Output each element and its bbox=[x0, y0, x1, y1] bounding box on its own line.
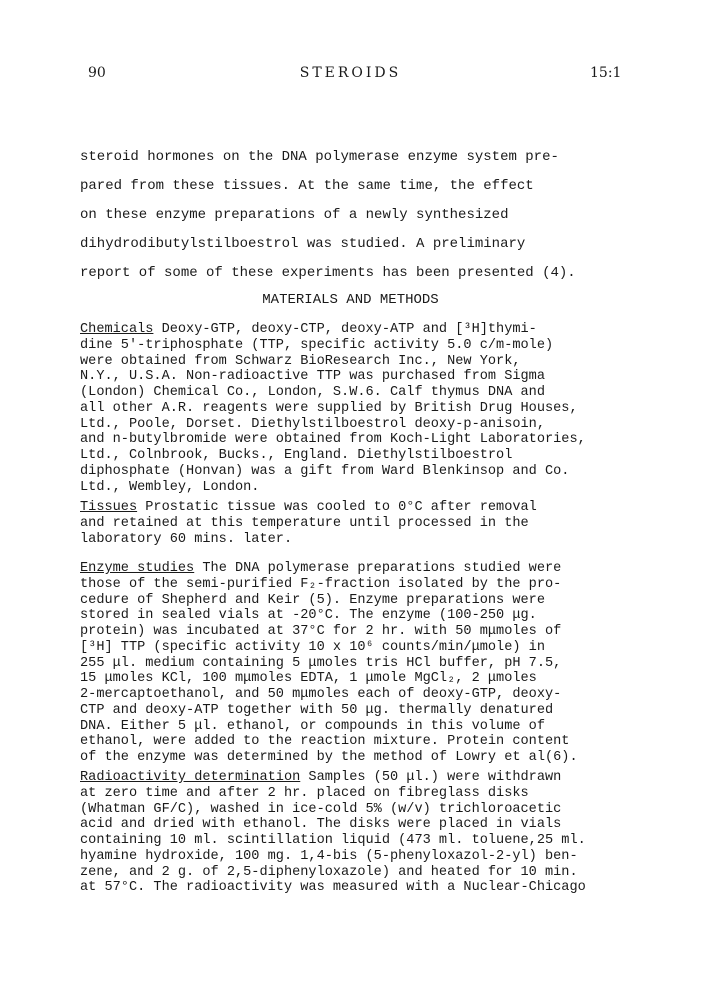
text-line: 2-mercaptoethanol, and 50 mμmoles each of deoxy-GTP, deoxy- bbox=[80, 687, 562, 702]
text-line: [³H] TTP (specific activity 10 x 10⁶ counts/min/μmole) in bbox=[80, 639, 545, 655]
subsection-title: Radioactivity determination bbox=[80, 770, 301, 785]
text-line: dihydrodibutylstilboestrol was studied. A preliminary bbox=[80, 236, 526, 252]
radioactivity-paragraph bbox=[80, 770, 640, 896]
text-line: N.Y., U.S.A. Non-radioactive TTP was purchased from Sigma bbox=[80, 369, 545, 385]
text-line: and n-butylbromide were obtained from Koch-Light Laboratories, bbox=[80, 432, 586, 448]
text-line: at zero time and after 2 hr. placed on fibreglass disks bbox=[80, 785, 529, 801]
intro-paragraph bbox=[80, 148, 640, 293]
text-line: laboratory 60 mins. later. bbox=[80, 531, 293, 547]
text-line: (Whatman GF/C), washed in ice-cold 5% (w/v) trichloroacetic bbox=[80, 801, 562, 817]
text-line: all other A.R. reagents were supplied by British Drug Houses, bbox=[80, 400, 578, 416]
text-line: of the enzyme was determined by the method of Lowry et al(6). bbox=[80, 750, 578, 765]
text-line: steroid hormones on the DNA polymerase enzyme system pre- bbox=[80, 149, 559, 165]
text-line: cedure of Shepherd and Keir (5). Enzyme preparations were bbox=[80, 592, 545, 608]
chemicals-paragraph bbox=[80, 322, 640, 495]
text-line bbox=[80, 322, 640, 338]
text-line: were obtained from Schwarz BioResearch Inc., New York, bbox=[80, 353, 521, 369]
subsection-title: Chemicals bbox=[80, 322, 154, 337]
enzyme-studies-paragraph bbox=[80, 561, 640, 766]
text-line: Ltd., Wembley, London. bbox=[80, 479, 260, 495]
line-text: The DNA polymerase preparations studied were bbox=[194, 561, 562, 576]
issue-label: 15:1 bbox=[590, 65, 622, 81]
text-line: CTP and deoxy-ATP together with 50 μg. thermally denatured bbox=[80, 702, 554, 718]
text-line: protein) was incubated at 37°C for 2 hr. with 50 mμmoles of bbox=[80, 624, 562, 639]
running-head-journal: STEROIDS bbox=[299, 65, 402, 81]
text-line: on these enzyme preparations of a newly synthesized bbox=[80, 207, 509, 223]
text-line: pared from these tissues. At the same time, the effect bbox=[80, 178, 534, 194]
text-line: DNA. Either 5 μl. ethanol, or compounds in this volume of bbox=[80, 718, 545, 734]
subsection-title: Enzyme studies bbox=[80, 561, 195, 576]
text-line: at 57°C. The radioactivity was measured with a Nuclear-Chicago bbox=[80, 880, 586, 896]
text-line: Ltd., Colnbrook, Bucks., England. Diethylstilboestrol bbox=[80, 448, 513, 463]
page-number: 90 bbox=[88, 65, 106, 81]
text-line: and retained at this temperature until processed in the bbox=[80, 515, 529, 531]
text-line: report of some of these experiments has been presented (4). bbox=[80, 265, 576, 281]
text-line bbox=[80, 770, 640, 786]
subsection-title: Tissues bbox=[80, 500, 138, 515]
text-line: 255 μl. medium containing 5 μmoles tris HCl buffer, pH 7.5, bbox=[80, 655, 562, 671]
text-line bbox=[80, 561, 640, 577]
text-line: zene, and 2 g. of 2,5-diphenyloxazole) and heated for 10 min. bbox=[80, 864, 578, 880]
text-line: (London) Chemical Co., London, S.W.6. Calf thymus DNA and bbox=[80, 385, 545, 400]
tissues-paragraph bbox=[80, 500, 640, 547]
line-text: Samples (50 μl.) were withdrawn bbox=[300, 770, 562, 785]
text-line: those of the semi-purified F₂-fraction isolated by the pro- bbox=[80, 576, 562, 592]
text-line bbox=[80, 500, 640, 516]
text-line: ethanol, were added to the reaction mixture. Protein content bbox=[80, 734, 570, 750]
line-text: Prostatic tissue was cooled to 0°C after removal bbox=[137, 500, 537, 515]
text-line: stored in sealed vials at -20°C. The enzyme (100-250 μg. bbox=[80, 608, 537, 624]
section-heading: MATERIALS AND METHODS bbox=[262, 292, 439, 308]
text-line: dine 5'-triphosphate (TTP, specific activity 5.0 c/m-mole) bbox=[80, 337, 554, 353]
text-line: diphosphate (Honvan) was a gift from Ward Blenkinsop and Co. bbox=[80, 463, 570, 479]
text-line: containing 10 ml. scintillation liquid (473 ml. toluene,25 ml. bbox=[80, 833, 586, 848]
line-text: Deoxy-GTP, deoxy-CTP, deoxy-ATP and [³H]thymi- bbox=[153, 322, 537, 337]
text-line: Ltd., Poole, Dorset. Diethylstilboestrol deoxy-p-anisoin, bbox=[80, 416, 545, 432]
text-line: hyamine hydroxide, 100 mg. 1,4-bis (5-phenyloxazol-2-yl) ben- bbox=[80, 848, 578, 864]
text-line: 15 μmoles KCl, 100 mμmoles EDTA, 1 μmole MgCl₂, 2 μmoles bbox=[80, 671, 537, 687]
text-line: acid and dried with ethanol. The disks were placed in vials bbox=[80, 817, 562, 833]
